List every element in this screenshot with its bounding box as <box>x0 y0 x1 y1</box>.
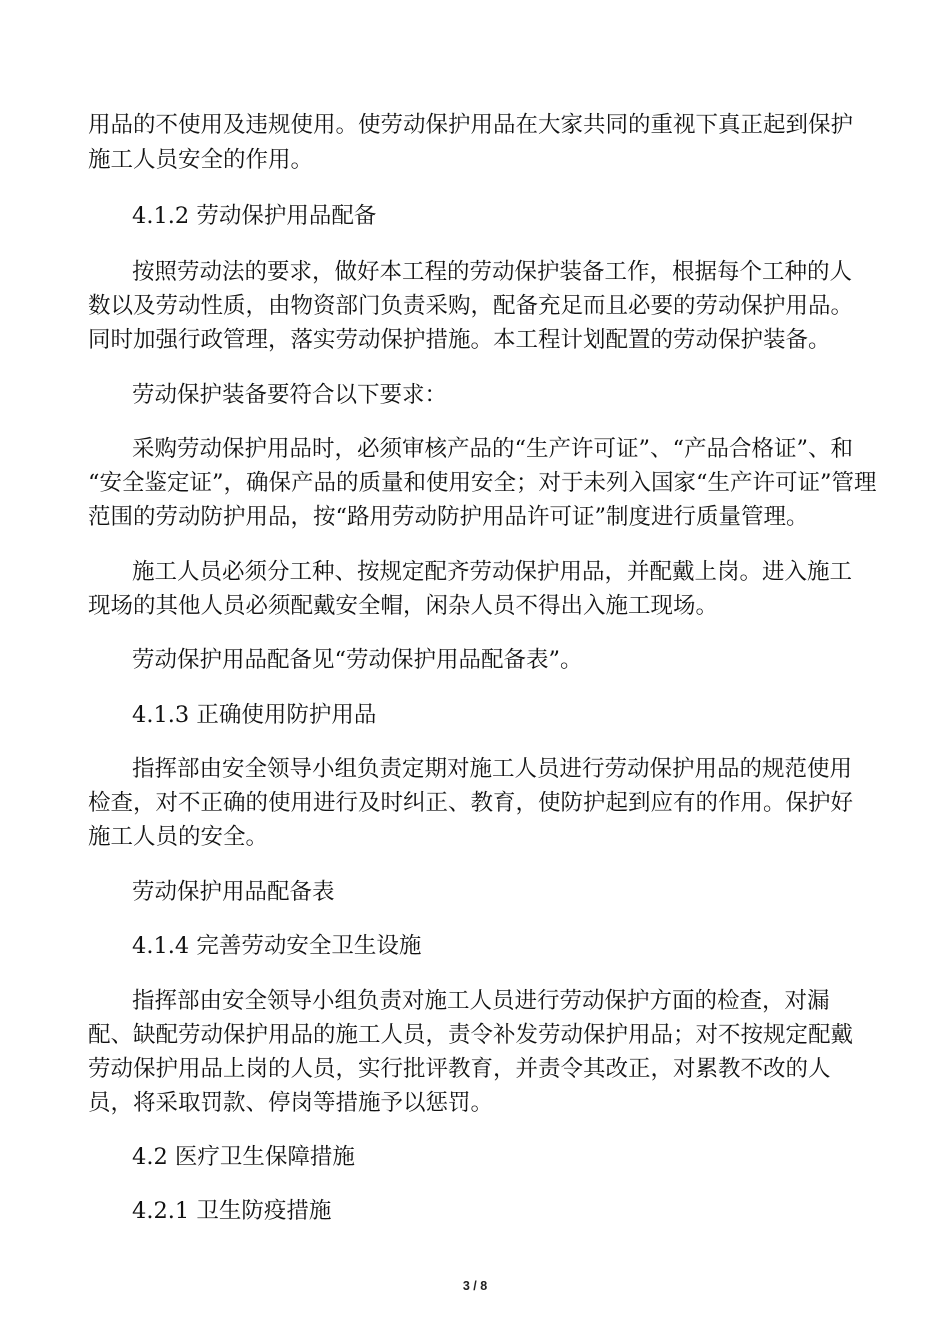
paragraph-line: 配、缺配劳动保护用品的施工人员，责令补发劳动保护用品；对不按规定配戴 <box>88 1022 854 1048</box>
section-heading-4-1-2: 4.1.2 劳动保护用品配备 <box>132 203 377 229</box>
paragraph-line: 现场的其他人员必须配戴安全帽，闲杂人员不得出入施工现场。 <box>88 593 719 619</box>
section-heading-4-2: 4.2 医疗卫生保障措施 <box>132 1144 355 1170</box>
paragraph-line: 指挥部由安全领导小组负责对施工人员进行劳动保护方面的检查，对漏 <box>132 988 830 1014</box>
paragraph-line: 劳动保护用品配备见“劳动保护用品配备表”。 <box>132 647 583 673</box>
table-caption: 劳动保护用品配备表 <box>132 879 335 905</box>
paragraph-line: 施工人员的安全。 <box>88 824 269 850</box>
paragraph-line: 员，将采取罚款、停岗等措施予以惩罚。 <box>88 1090 494 1116</box>
paragraph-line: 数以及劳动性质，由物资部门负责采购，配备充足而且必要的劳动保护用品。 <box>88 293 854 319</box>
section-heading-4-1-4: 4.1.4 完善劳动安全卫生设施 <box>132 933 422 959</box>
paragraph-line: 同时加强行政管理，落实劳动保护措施。本工程计划配置的劳动保护装备。 <box>88 327 831 353</box>
paragraph-line: 劳动保护用品上岗的人员，实行批评教育，并责令其改正，对累教不改的人 <box>88 1056 831 1082</box>
paragraph-line: 按照劳动法的要求，做好本工程的劳动保护装备工作，根据每个工种的人 <box>132 259 853 285</box>
paragraph-line: 范围的劳动防护用品，按“路用劳动防护用品许可证”制度进行质量管理。 <box>88 504 809 530</box>
paragraph-line: “安全鉴定证”，确保产品的质量和使用安全；对于未列入国家“生产许可证”管理 <box>88 470 877 496</box>
paragraph-line: 采购劳动保护用品时，必须审核产品的“生产许可证”、“产品合格证”、和 <box>132 436 854 462</box>
paragraph-line: 施工人员安全的作用。 <box>88 147 314 173</box>
paragraph-line: 用品的不使用及违规使用。使劳动保护用品在大家共同的重视下真正起到保护 <box>88 112 854 138</box>
section-heading-4-1-3: 4.1.3 正确使用防护用品 <box>132 702 377 728</box>
paragraph-line: 指挥部由安全领导小组负责定期对施工人员进行劳动保护用品的规范使用 <box>132 756 853 782</box>
paragraph-line: 劳动保护装备要符合以下要求： <box>132 382 448 408</box>
page-indicator: 3 / 8 <box>462 1279 488 1293</box>
paragraph-line: 施工人员必须分工种、按规定配齐劳动保护用品，并配戴上岗。进入施工 <box>132 559 853 585</box>
paragraph-line: 检查，对不正确的使用进行及时纠正、教育，使防护起到应有的作用。保护好 <box>88 790 854 816</box>
section-heading-4-2-1: 4.2.1 卫生防疫措施 <box>132 1198 332 1224</box>
